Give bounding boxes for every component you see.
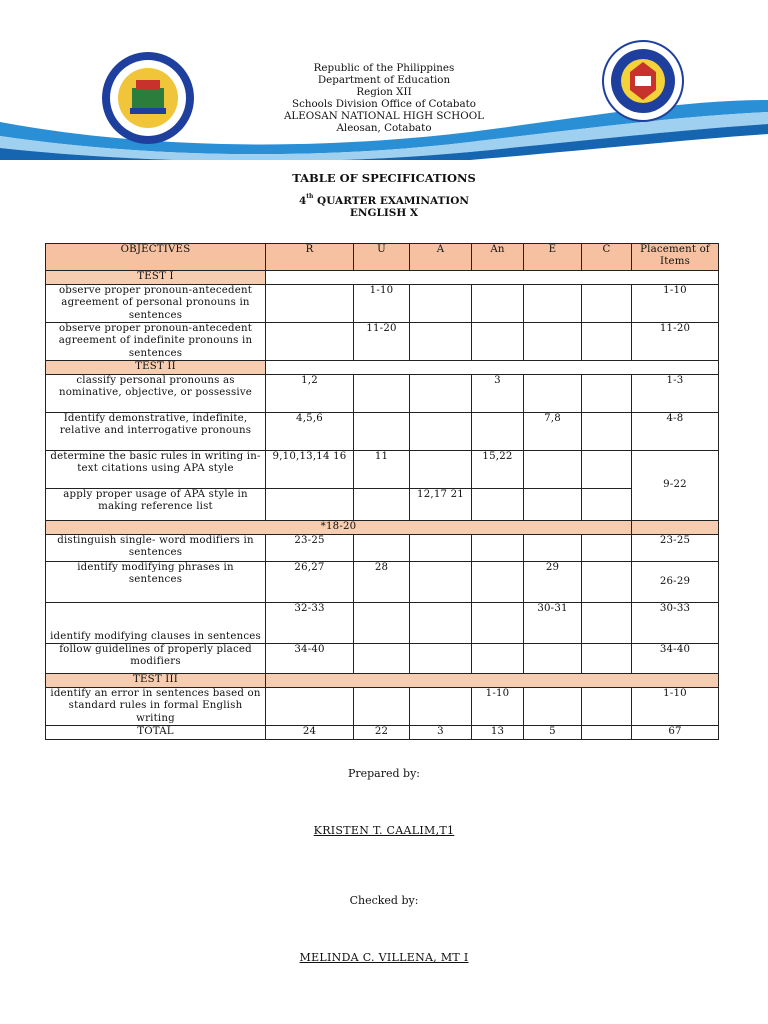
u-cell: 11-20: [354, 323, 410, 361]
e-cell: [524, 375, 582, 413]
e-cell: 7,8: [524, 413, 582, 451]
col-header-an: An: [472, 244, 524, 271]
u-cell: [354, 413, 410, 451]
a-cell: [410, 603, 472, 644]
placement-cell: 11-20: [632, 323, 719, 361]
col-header-e: E: [524, 244, 582, 271]
an-cell: [472, 413, 524, 451]
placement-cell: 4-8: [632, 413, 719, 451]
r-cell: [266, 285, 354, 323]
objective-cell: follow guidelines of properly placed modifiers: [46, 644, 266, 674]
total-c: [582, 726, 632, 740]
objective-cell: apply proper usage of APA style in making reference list: [46, 489, 266, 521]
a-cell: [410, 375, 472, 413]
test-section-row: [46, 271, 719, 285]
table-row: [46, 375, 719, 413]
e-cell: [524, 285, 582, 323]
objective-cell: identify an error in sentences based on standard rules in formal English writing: [46, 688, 266, 726]
header-line: Aleosan, Cotabato: [336, 122, 432, 135]
total-placement: 67: [632, 726, 719, 740]
placement-cell: 34-40: [632, 644, 719, 674]
col-header-objectives: OBJECTIVES: [46, 244, 266, 271]
col-header-c: C: [582, 244, 632, 271]
c-cell: [582, 285, 632, 323]
checked-by-name: MELINDA C. VILLENA, MT I: [299, 951, 469, 964]
r-cell: 34-40: [266, 644, 354, 674]
col-header-r: R: [266, 244, 354, 271]
header-line: Region XII: [356, 86, 412, 99]
objective-cell: identify modifying phrases in sentences: [46, 562, 266, 603]
u-cell: [354, 644, 410, 674]
total-u: 22: [354, 726, 410, 740]
c-cell: [582, 535, 632, 562]
e-cell: 30-31: [524, 603, 582, 644]
u-cell: [354, 489, 410, 521]
col-header-placement: Placement of Items: [632, 244, 719, 271]
c-cell: [582, 323, 632, 361]
an-cell: 1-10: [472, 688, 524, 726]
a-cell: [410, 535, 472, 562]
u-cell: [354, 603, 410, 644]
c-cell: [582, 644, 632, 674]
section-band-end: [632, 521, 719, 535]
r-cell: 23-25: [266, 535, 354, 562]
a-cell: [410, 323, 472, 361]
an-cell: 15,22: [472, 451, 524, 489]
c-cell: [582, 688, 632, 726]
objective-cell: determine the basic rules in writing in-text citations using APA style: [46, 451, 266, 489]
total-row: [46, 726, 719, 740]
placement-cell: 23-25: [632, 535, 719, 562]
c-cell: [582, 489, 632, 521]
an-cell: [472, 644, 524, 674]
e-cell: [524, 451, 582, 489]
e-cell: [524, 323, 582, 361]
r-cell: 4,5,6: [266, 413, 354, 451]
test-band: [266, 674, 719, 688]
subject-subtitle: ENGLISH X: [349, 207, 419, 219]
test-band: [266, 271, 719, 285]
e-cell: [524, 489, 582, 521]
a-cell: [410, 644, 472, 674]
section-band: *18-20: [46, 521, 632, 535]
objective-cell: classify personal pronouns as nominative, objective, or possessive: [46, 375, 266, 413]
header-line: Schools Division Office of Cotabato: [292, 98, 476, 111]
placement-cell: 1-3: [632, 375, 719, 413]
a-cell: 12,17 21: [410, 489, 472, 521]
table-row: [46, 535, 719, 562]
u-cell: 11: [354, 451, 410, 489]
test-label: TEST II: [46, 361, 266, 375]
table-row: [46, 688, 719, 726]
table-row: [46, 413, 719, 451]
r-cell: 32-33: [266, 603, 354, 644]
c-cell: [582, 375, 632, 413]
e-cell: [524, 688, 582, 726]
objective-cell: distinguish single- word modifiers in sentences: [46, 535, 266, 562]
exam-subtitle: 4th QUARTER EXAMINATION: [298, 193, 470, 207]
total-e: 5: [524, 726, 582, 740]
u-cell: 1-10: [354, 285, 410, 323]
c-cell: [582, 451, 632, 489]
a-cell: [410, 285, 472, 323]
r-cell: [266, 323, 354, 361]
r-cell: [266, 489, 354, 521]
table-row: [46, 603, 719, 644]
objective-cell: observe proper pronoun-antecedent agreement of indefinite pronouns in sentences: [46, 323, 266, 361]
test-section-row: [46, 674, 719, 688]
table-row: [46, 451, 719, 489]
an-cell: 3: [472, 375, 524, 413]
table-row: [46, 489, 719, 521]
letterhead: [0, 0, 768, 160]
r-cell: 9,10,13,14 16: [266, 451, 354, 489]
placement-cell: 26-29: [632, 562, 719, 603]
r-cell: 1,2: [266, 375, 354, 413]
e-cell: [524, 644, 582, 674]
u-cell: [354, 375, 410, 413]
an-cell: [472, 562, 524, 603]
an-cell: [472, 489, 524, 521]
u-cell: [354, 535, 410, 562]
an-cell: [472, 285, 524, 323]
an-cell: [472, 603, 524, 644]
checked-by-label: Checked by:: [349, 894, 419, 907]
table-row: [46, 644, 719, 674]
placement-cell: 1-10: [632, 285, 719, 323]
c-cell: [582, 603, 632, 644]
objective-cell: identify modifying clauses in sentences: [46, 603, 266, 644]
u-cell: 28: [354, 562, 410, 603]
test-label: TEST III: [46, 674, 266, 688]
r-cell: 26,27: [266, 562, 354, 603]
col-header-u: U: [354, 244, 410, 271]
u-cell: [354, 688, 410, 726]
c-cell: [582, 413, 632, 451]
placement-cell: 9-22: [632, 451, 719, 521]
prepared-by-name: KRISTEN T. CAALIM,T1: [313, 824, 455, 837]
col-header-a: A: [410, 244, 472, 271]
a-cell: [410, 451, 472, 489]
r-cell: [266, 688, 354, 726]
placement-cell: 1-10: [632, 688, 719, 726]
document-title: TABLE OF SPECIFICATIONS: [292, 171, 476, 185]
letterhead-text: [0, 62, 768, 135]
test-section-row: [46, 521, 719, 535]
table-row: [46, 285, 719, 323]
a-cell: [410, 413, 472, 451]
header-line: Department of Education: [317, 74, 451, 87]
a-cell: [410, 562, 472, 603]
an-cell: [472, 323, 524, 361]
an-cell: [472, 535, 524, 562]
total-an: 13: [472, 726, 524, 740]
total-label: TOTAL: [46, 726, 266, 740]
e-cell: [524, 535, 582, 562]
test-section-row: [46, 361, 719, 375]
test-band: [266, 361, 719, 375]
table-row: [46, 562, 719, 603]
placement-cell: 30-33: [632, 603, 719, 644]
total-a: 3: [410, 726, 472, 740]
objective-cell: Identify demonstrative, indefinite, relative and interrogative pronouns: [46, 413, 266, 451]
table-header-row: [46, 244, 719, 271]
test-label: TEST I: [46, 271, 266, 285]
total-r: 24: [266, 726, 354, 740]
objective-cell: observe proper pronoun-antecedent agreement of personal pronouns in sentences: [46, 285, 266, 323]
specifications-table: [45, 243, 719, 740]
header-line: Republic of the Philippines: [313, 62, 455, 74]
c-cell: [582, 562, 632, 603]
table-row: [46, 323, 719, 361]
e-cell: 29: [524, 562, 582, 603]
a-cell: [410, 688, 472, 726]
header-line: ALEOSAN NATIONAL HIGH SCHOOL: [284, 110, 484, 123]
prepared-by-label: Prepared by:: [347, 767, 421, 780]
